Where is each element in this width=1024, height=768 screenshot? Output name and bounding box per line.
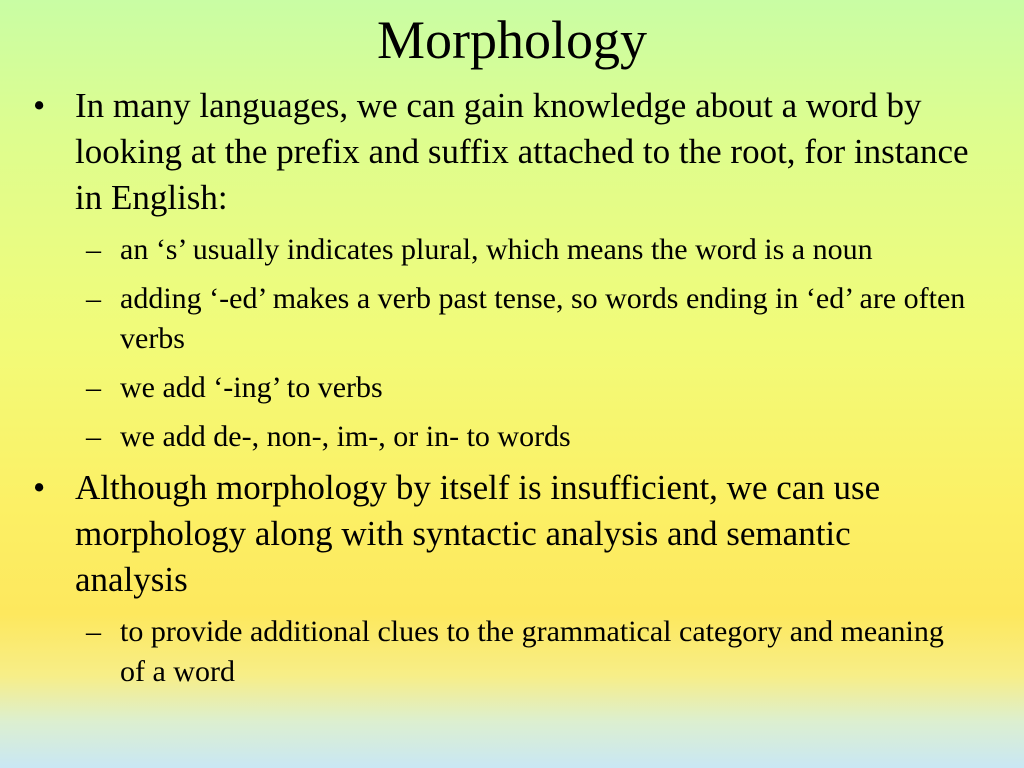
sub-bullet-text: to provide additional clues to the grammatical category and meaning of a word [120,615,944,688]
dash-marker: – [86,371,101,404]
bullet-marker: • [33,468,46,507]
sub-bullet-item [0,279,1024,359]
dash-marker: – [86,615,101,648]
sub-bullet-text: we add ‘-ing’ to verbs [120,371,383,404]
sub-bullet-text: adding ‘-ed’ makes a verb past tense, so words ending in ‘ed’ are often verbs [120,282,966,355]
bullet-item [0,465,1024,603]
bullet-text: In many languages, we can gain knowledge about a word by looking at the prefix and suffix attached to the root, for instance in English: [75,86,969,217]
sub-bullet-item [0,417,1024,457]
slide-body [0,83,1024,692]
sub-bullet-text: an ‘s’ usually indicates plural, which means the word is a noun [120,233,873,266]
dash-marker: – [86,233,101,266]
bullet-marker: • [33,86,46,125]
bullet-item [0,83,1024,221]
sub-bullet-item [0,612,1024,692]
bullet-text: Although morphology by itself is insufficient, we can use morphology along with syntactic analysis and semantic analysis [75,468,881,599]
dash-marker: – [86,282,101,315]
slide-title: Morphology [377,10,647,70]
dash-marker: – [86,420,101,453]
sub-bullet-item [0,368,1024,408]
sub-bullet-item [0,230,1024,270]
sub-bullet-text: we add de-, non-, im-, or in- to words [120,420,571,453]
